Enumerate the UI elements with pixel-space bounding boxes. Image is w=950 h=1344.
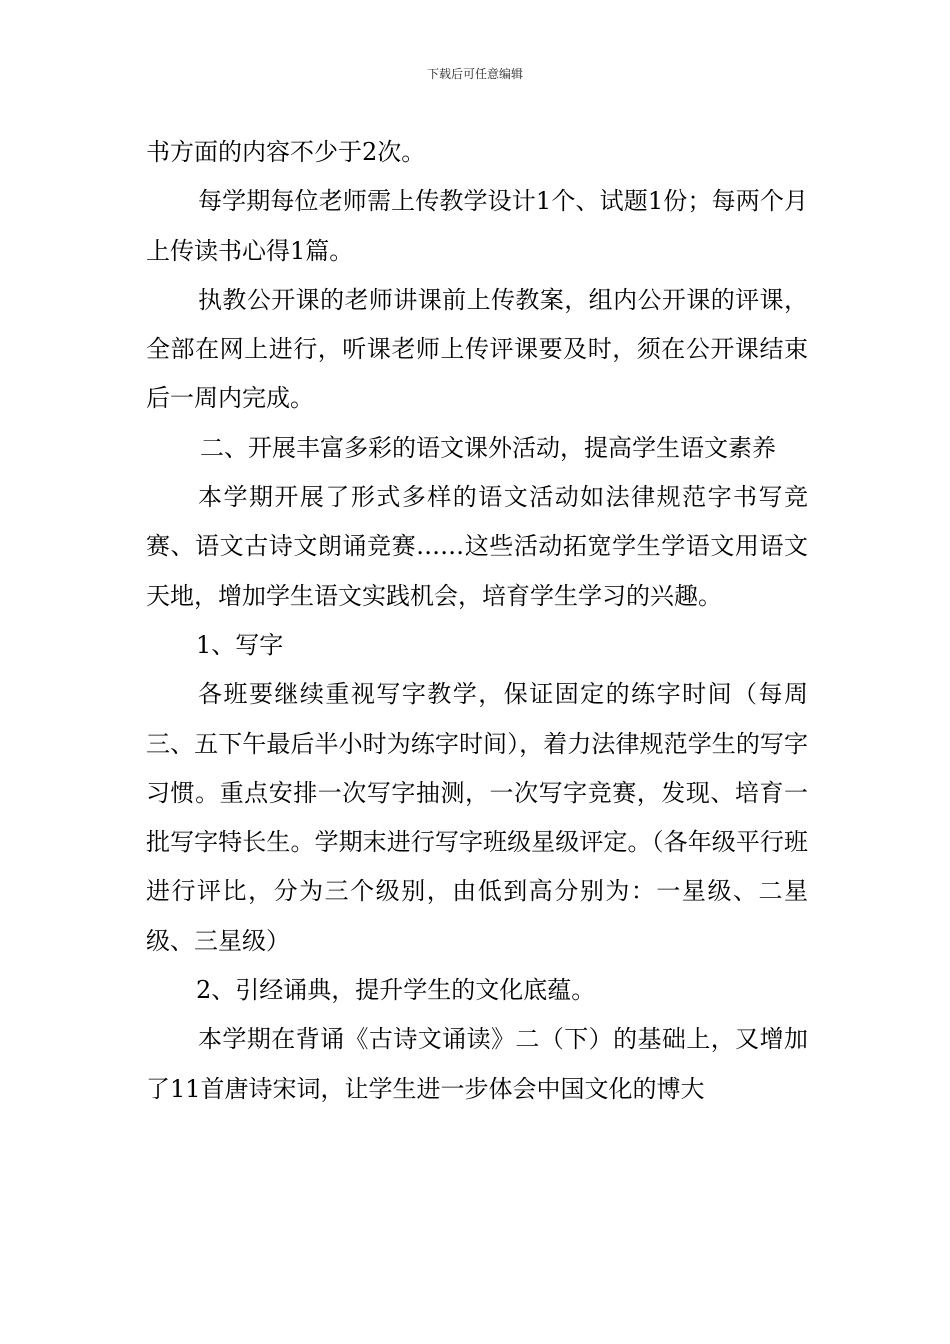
document-body xyxy=(146,128,808,1114)
page-header: 下载后可任意编辑 xyxy=(426,67,523,81)
paragraph-continuation: 书方面的内容不少于2次。 xyxy=(146,138,426,166)
paragraph-open-class: 执教公开课的老师讲课前上传教案，组内公开课的评课，全部在网上进行，听课老师上传评课要及时，须在公开课结束后一周内完成。 xyxy=(146,285,808,413)
section-heading-activities: 二、开展丰富多彩的语文课外活动，提高学生语文素养 xyxy=(200,433,776,462)
paragraph-upload-requirements: 每学期每位老师需上传教学设计1个、试题1份；每两个月上传读书心得1篇。 xyxy=(146,187,808,265)
subheading-writing: 1、写字 xyxy=(196,630,284,659)
paragraph-activities: 本学期开展了形式多样的语文活动如法律规范字书写竞赛、语文古诗文朗诵竞赛……这些活动拓宽学生学语文用语文天地，增加学生语文实践机会，培育学生学习的兴趣。 xyxy=(146,483,808,610)
paragraph-classics: 本学期在背诵《古诗文诵读》二（下）的基础上，又增加了11首唐诗宋词，让学生进一步体会中国文化的博大 xyxy=(146,1025,808,1103)
paragraph-writing: 各班要继续重视写字教学，保证固定的练字时间（每周三、五下午最后半小时为练字时间），着力法律规范学生的写字习惯。重点安排一次写字抽测，一次写字竞赛，发现、培育一批写字特长生。学期末进行写字班级星级评定。（各年级平行班进行评比，分为三个级别，由低到高分别为：一星级、二星级、三星级） xyxy=(146,680,808,955)
subheading-classics: 2、引经诵典，提升学生的文化底蕴。 xyxy=(196,976,596,1005)
